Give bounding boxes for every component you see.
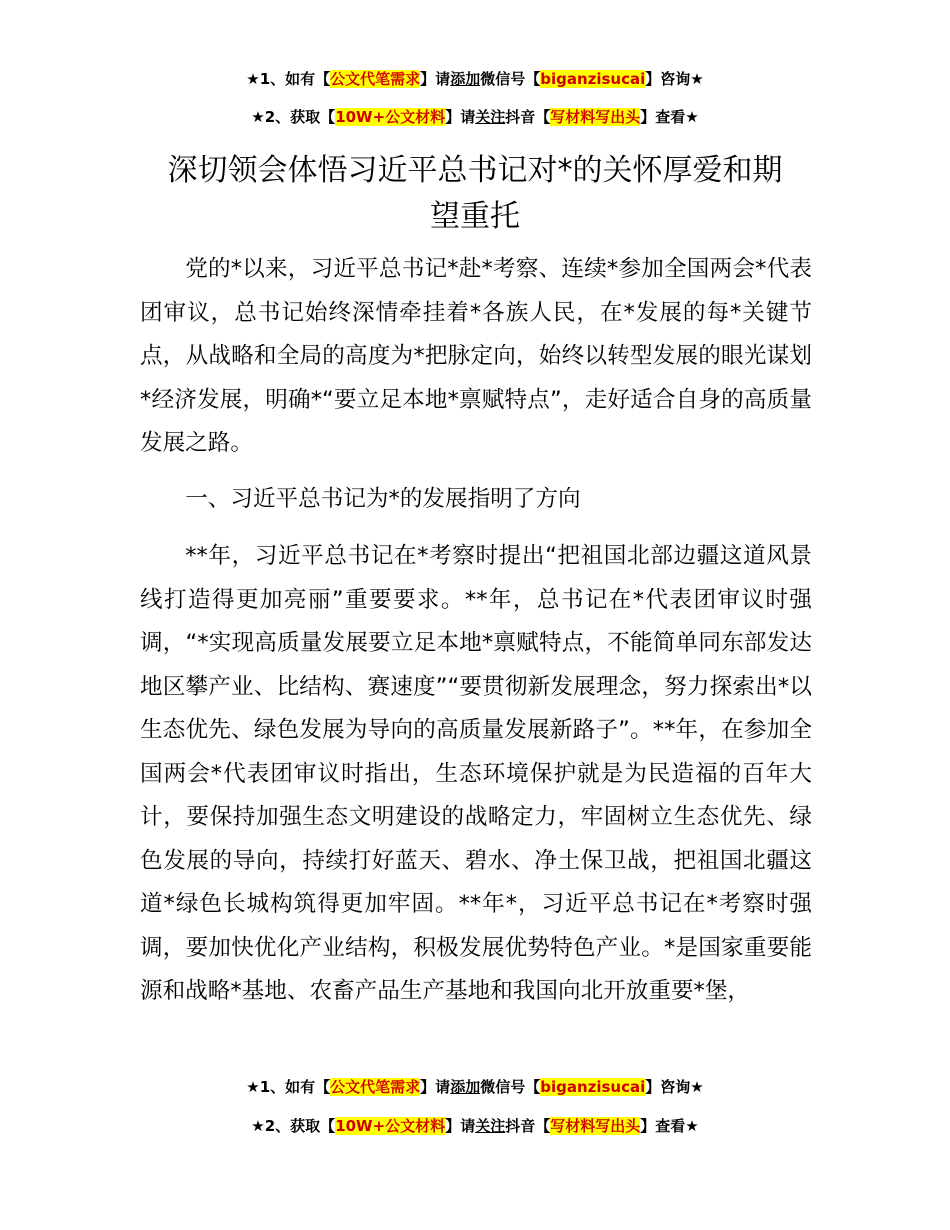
banner-highlight: 10W+公文材料 bbox=[335, 1117, 446, 1135]
document-title bbox=[120, 148, 830, 240]
banner-highlight: 公文代笔需求 bbox=[330, 70, 421, 88]
banner-text: 微信号【 bbox=[480, 70, 541, 88]
banner-text: ★1、如有【 bbox=[246, 1078, 331, 1096]
banner-highlight: 写材料写出头 bbox=[550, 1117, 641, 1135]
banner-highlight: biganzisucai bbox=[540, 70, 646, 88]
bottom-banner-line-1 bbox=[0, 1077, 950, 1097]
banner-text: ★2、获取【 bbox=[251, 1117, 336, 1135]
banner-emphasis: 添加 bbox=[450, 1078, 481, 1096]
top-banner-line-1 bbox=[0, 69, 950, 89]
section-heading: 一、习近平总书记为*的发展指明了方向 bbox=[185, 485, 581, 512]
banner-text: 】查看★ bbox=[640, 1117, 699, 1135]
banner-text: 】咨询★ bbox=[645, 70, 704, 88]
banner-text: 抖音【 bbox=[505, 1117, 551, 1135]
banner-text: 】请 bbox=[420, 70, 451, 88]
banner-text: 】查看★ bbox=[640, 108, 699, 126]
banner-highlight: biganzisucai bbox=[540, 1078, 646, 1096]
document-body bbox=[140, 248, 812, 1014]
banner-emphasis: 关注 bbox=[475, 108, 506, 126]
banner-text: 抖音【 bbox=[505, 108, 551, 126]
banner-text: 微信号【 bbox=[480, 1078, 541, 1096]
banner-emphasis: 添加 bbox=[450, 70, 481, 88]
banner-text: ★1、如有【 bbox=[246, 70, 331, 88]
paragraph-section-1: **年，习近平总书记在*考察时提出“把祖国北部边疆这道风景线打造得更加亮丽”重要要求。**年，总书记在*代表团审议时强调，“*实现高质量发展要立足本地*禀赋特点，不能简单同东部发达地区攀产业、比结构、赛速度”“要贯彻新发展理念，努力探索出*以生态优先、绿色发展为导向的高质量发展新路子”。**年，在参加全国两会*代表团审议时指出，生态环境保护就是为民造福的百年大计，要保持加强生态文明建设的战略定力，牢固树立生态优先、绿色发展的导向，持续打好蓝天、碧水、净土保卫战，把祖国北疆这道*绿色长城构筑得更加牢固。**年*，习近平总书记在*考察时强调，要加快优化产业结构，积极发展优势特色产业。*是国家重要能源和战略*基地、农畜产品生产基地和我国向北开放重要*堡， bbox=[140, 543, 812, 1004]
banner-text: 】请 bbox=[420, 1078, 451, 1096]
title-line-1: 深切领会体悟习近平总书记对*的关怀厚爱和期 bbox=[167, 153, 783, 188]
banner-text: 】请 bbox=[445, 1117, 476, 1135]
bottom-banner-line-2 bbox=[0, 1116, 950, 1136]
banner-text: 】请 bbox=[445, 108, 476, 126]
banner-text: ★2、获取【 bbox=[251, 108, 336, 126]
banner-highlight: 公文代笔需求 bbox=[330, 1078, 421, 1096]
banner-highlight: 10W+公文材料 bbox=[335, 108, 446, 126]
banner-text: 】咨询★ bbox=[645, 1078, 704, 1096]
banner-emphasis: 关注 bbox=[475, 1117, 506, 1135]
top-banner-line-2 bbox=[0, 107, 950, 127]
banner-highlight: 写材料写出头 bbox=[550, 108, 641, 126]
title-line-2: 望重托 bbox=[430, 199, 520, 234]
paragraph-intro: 党的*以来，习近平总书记*赴*考察、连续*参加全国两会*代表团审议，总书记始终深情牵挂着*各族人民，在*发展的每*关键节点，从战略和全局的高度为*把脉定向，始终以转型发展的眼光谋划*经济发展，明确*“要立足本地*禀赋特点”，走好适合自身的高质量发展之路。 bbox=[140, 256, 812, 456]
